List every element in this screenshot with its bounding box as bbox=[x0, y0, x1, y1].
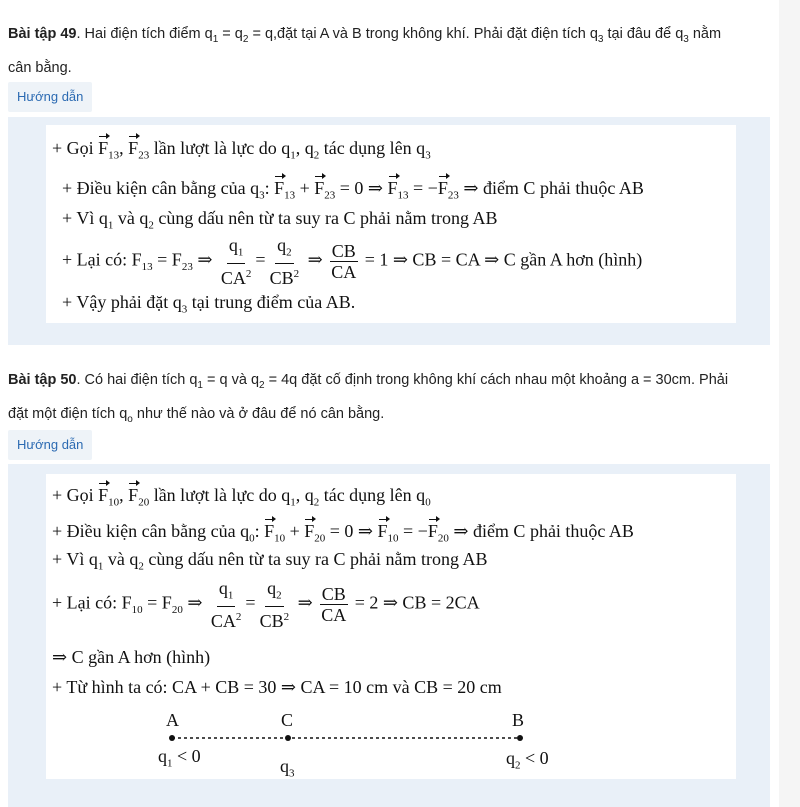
s50-line-1: + Gọi $F_{10}$, $F_{20}$ lần lượt là lực do $q_1$, $q_2$ tác dụng lên $q_0$ bbox=[52, 485, 431, 509]
problem-50-title: Bài tập 50 bbox=[8, 372, 77, 388]
s50-line-3: + Vì $q_1$ và $q_2$ cùng dấu nên từ ta suy ra C phải nằm trong AB bbox=[52, 549, 488, 573]
s50-line-6: + Từ hình ta có: CA + CB = 30 ⇒ CA = 10 cm và CB = 20 cm bbox=[52, 677, 502, 697]
solution-panel-50 bbox=[8, 464, 770, 807]
s49-line-3: + Vì $q_1$ và $q_2$ cùng dấu nên từ ta suy ra C phải nằm trong AB bbox=[62, 208, 498, 232]
point-a-dot bbox=[169, 735, 175, 741]
point-c-dot bbox=[285, 735, 291, 741]
s49-line-5: + Vậy phải đặt $q_3$ tại trung điểm của AB. bbox=[62, 292, 356, 316]
hint-button-49[interactable]: Hướng dẫn bbox=[8, 82, 92, 112]
s49-line-1: + Gọi $F_{13}$, $F_{23}$ lần lượt là lực do $q_1$, $q_2$ tác dụng lên $q_3$ bbox=[52, 138, 431, 162]
solution-image-50 bbox=[46, 474, 736, 779]
solution-image-49 bbox=[46, 125, 736, 323]
s49-line-4: + Lại có: $F_{13} = F_{23}$ ⇒ $\frac{q_1}{CA^2}$ = $\frac{q_2}{CB^2}$ ⇒ $\frac{CB}{CA}$ = 1 ⇒ CB = CA ⇒ C gần A hơn (hình) bbox=[62, 235, 643, 288]
label-a: A bbox=[166, 710, 179, 730]
label-q3: $q_3$ bbox=[280, 756, 295, 780]
problem-49-text: Bài tập 49. Hai điện tích điểm $q_1 = q_2$ = q,đặt tại A và B trong không khí. Phải đặt điện tích $q_3$ tại đâu để $q_3$ nằm cân bằng. bbox=[8, 26, 722, 76]
label-q1: $q_1 < 0$ bbox=[158, 746, 201, 770]
solution-panel-49 bbox=[8, 117, 770, 345]
hint-button-50[interactable]: Hướng dẫn bbox=[8, 430, 92, 460]
charge-diagram bbox=[46, 474, 736, 779]
problem-50-text: Bài tập 50. Có hai điện tích $q_1 = q$ và $q_2 = 4q$ đặt cố định trong không khí cách nhau một khoảng a = 30cm. Phải đặt một điện tích $q_o$ như thế nào và ở đâu để nó cân bằng. bbox=[8, 372, 729, 425]
label-b: B bbox=[512, 710, 525, 730]
s50-line-2: + Điều kiện cân bằng của $q_0$: $F_{10} + F_{20} = 0$ ⇒ $F_{10} = -F_{20}$ ⇒ điểm C phải thuộc AB bbox=[52, 521, 634, 545]
label-q2: $q_2 < 0$ bbox=[506, 748, 549, 772]
s49-line-2: + Điều kiện cân bằng của $q_3$: $F_{13} + F_{23} = 0$ ⇒ $F_{13} = -F_{23}$ ⇒ điểm C phải thuộc AB bbox=[62, 178, 644, 202]
point-b-dot bbox=[517, 735, 523, 741]
problem-49-title: Bài tập 49 bbox=[8, 26, 77, 42]
right-scrollbar-strip bbox=[779, 0, 800, 807]
label-c: C bbox=[281, 710, 294, 730]
s50-line-5: ⇒ C gần A hơn (hình) bbox=[52, 647, 211, 667]
s50-line-4: + Lại có: $F_{10} = F_{20}$ ⇒ $\frac{q_1}{CA^2}$ = $\frac{q_2}{CB^2}$ ⇒ $\frac{CB}{CA}$ = 2 ⇒ CB = 2CA bbox=[52, 578, 480, 631]
